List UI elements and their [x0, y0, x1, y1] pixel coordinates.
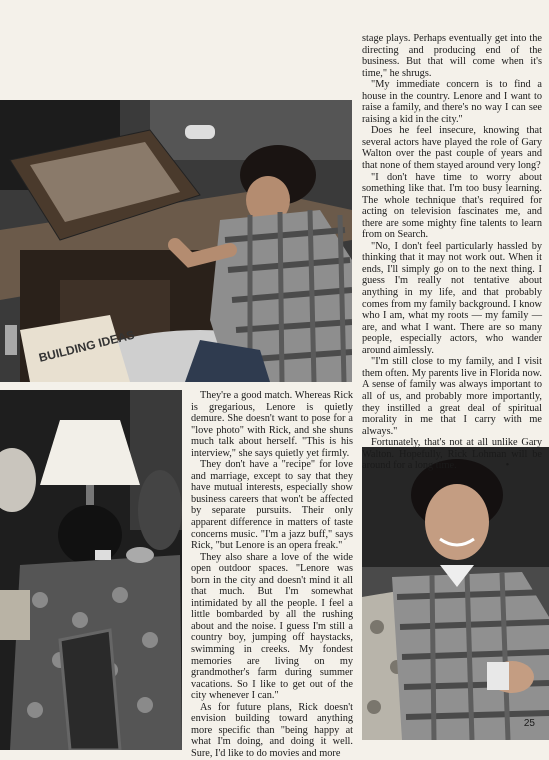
article-column-right-top	[362, 33, 542, 472]
paragraph-text: Fortunately, that's not at all unlike Gary Walton. Hopefully, Rick Lohman will be around for a long time.	[362, 437, 542, 472]
paragraph: They don't have a "recipe" for love and marriage, except to say that they have mutual interests, especially show business careers that won't be affected by separate pursuits. Their only apparent difference in matters of taste concerns music. "I'm a jazz buff," says Rick, "but Lenore is an opera freak."	[191, 459, 353, 552]
photo-record-player-art	[0, 100, 352, 382]
paragraph: "I don't have time to worry about something like that. I'm too busy learning. The whole technique that's required for acting on television fascinates me, and there are some mighty fine talents to learn from on Search.	[362, 171, 542, 241]
photo-portrait-art	[362, 447, 549, 740]
paragraph: "My immediate concern is to find a house in the country. Lenore and I want to raise a family, and there's no way I can see raising a kid in the city."	[362, 79, 542, 125]
paragraph: stage plays. Perhaps eventually get into the directing and producing end of the business. But that will come when it's time," he shrugs.	[362, 33, 542, 79]
end-mark: •	[505, 460, 510, 472]
paragraph: "No, I don't feel particularly hassled by thinking that it may not work out. When it ends, I'll simply go on to the next thing. I guess I'm really not tentative about anything in my life, and that probably comes from my family background. I know who I am, what my roots — my family — are, and what I want. There are so many people, especially actors, who wander around aimlessly.	[362, 240, 542, 356]
photo-record-player	[0, 100, 352, 382]
page-number: 25	[523, 718, 535, 729]
paragraph-last	[362, 437, 542, 472]
paragraph: They also share a love of the wide open outdoor spaces. "Lenore was born in the city and doesn't mind it all that much. But I'm somewhat intimidated by all the people. I feel a little bombarded by all the rushing about and the noise. I guess I'm still a country boy, jumping off haystacks, swimming in creeks. My fondest memories are living on my grandmother's farm during summer vacations. So I like to get out of the city whenever I can."	[191, 551, 353, 702]
magazine-cover-text: BUILDING IDEAS	[37, 327, 136, 365]
photo-living-room-art	[0, 390, 182, 750]
photo-portrait	[362, 447, 549, 740]
paragraph: "I'm still close to my family, and I visit them often. My parents live in Florida now. A sense of family was always important to all of us, and probably more importantly, they instilled a great deal of spiritual morality in me that I carry with me always."	[362, 356, 542, 437]
photo-living-room-lamp	[0, 390, 182, 750]
paragraph: Does he feel insecure, knowing that several actors have played the role of Gary Walton over the past couple of years and that none of them stayed around very long?	[362, 125, 542, 172]
article-column-middle	[191, 390, 353, 760]
paragraph: As for future plans, Rick doesn't envision building toward anything more specific than "being happy at what I'm doing, and doing it well. Sure, I'd like to do movies and more	[191, 701, 353, 759]
paragraph: They're a good match. Whereas Rick is gregarious, Lenore is quietly demure. She doesn't want to pose for a "love photo" with Rick, and she shuns much talk about herself. "This is his interview," she says quietly yet firmly.	[191, 390, 353, 459]
